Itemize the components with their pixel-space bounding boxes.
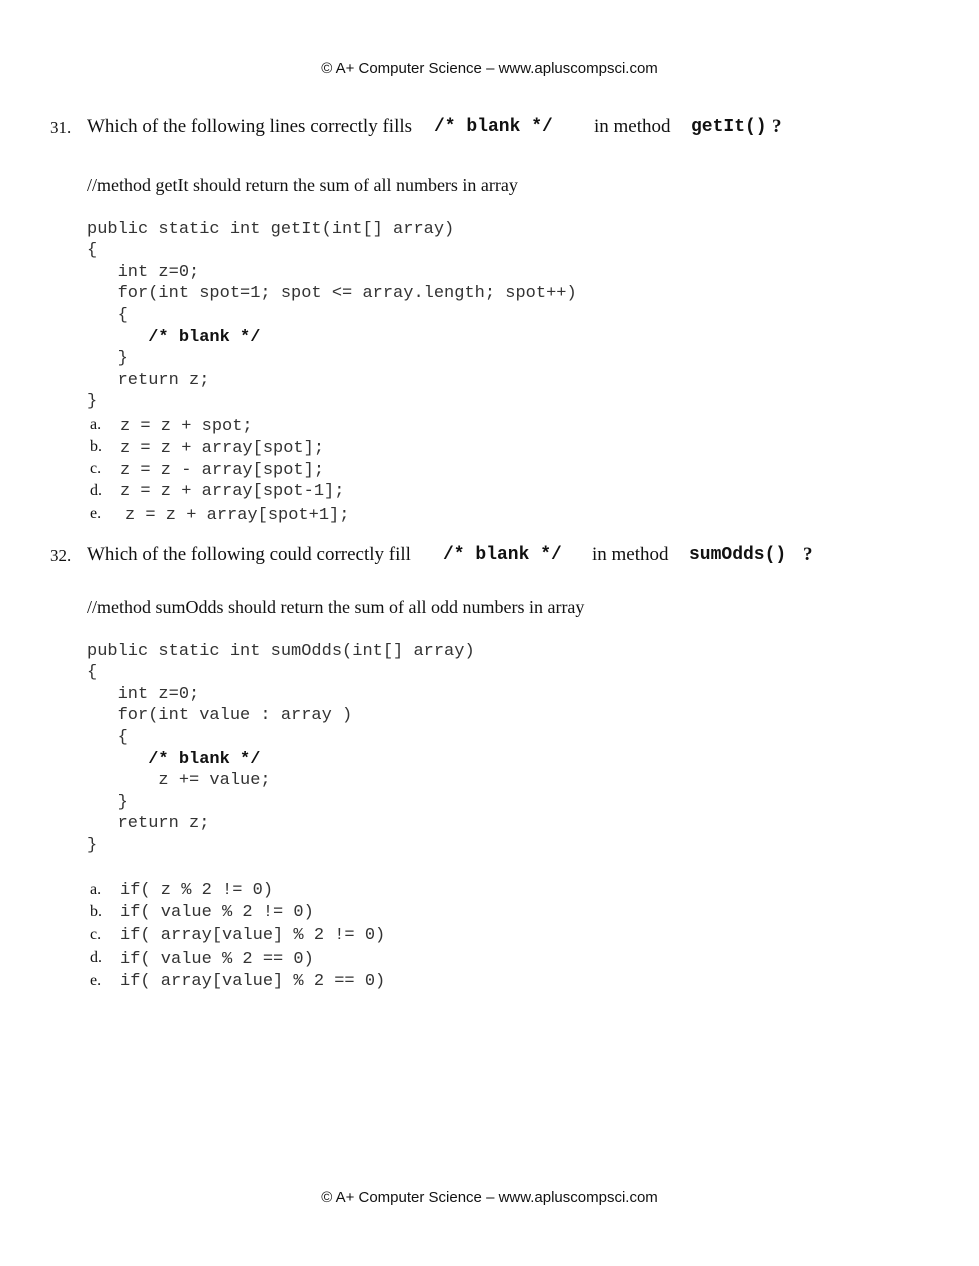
code-line: { [87, 663, 98, 683]
option-a[interactable]: if( z % 2 != 0) [120, 881, 274, 900]
option-a[interactable]: z = z + spot; [120, 417, 253, 436]
method-name: getIt() [691, 117, 767, 137]
option-letter: c. [90, 926, 102, 943]
code-line: return z; [87, 370, 210, 390]
page-footer: © A+ Computer Science – www.apluscompsci.com [321, 1189, 658, 1206]
option-letter: e. [90, 505, 102, 522]
code-line: int z=0; [87, 262, 200, 282]
code-line: int z=0; [87, 684, 200, 704]
code-line: } [87, 349, 128, 369]
code-line: public static int sumOdds(int[] array) [87, 641, 475, 661]
option-e[interactable]: z = z + array[spot+1]; [125, 506, 350, 525]
in-method-label: in method [592, 544, 669, 565]
option-c[interactable]: if( array[value] % 2 != 0) [120, 926, 386, 945]
question-number: 31. [50, 118, 72, 137]
option-letter: b. [90, 438, 102, 455]
question-number: 32. [50, 546, 72, 565]
code-line: for(int value : array ) [87, 706, 353, 726]
option-d[interactable]: z = z + array[spot-1]; [120, 482, 345, 501]
code-block [87, 619, 475, 878]
code-line: } [87, 835, 98, 855]
code-line: public static int getIt(int[] array) [87, 219, 455, 239]
code-line: { [87, 727, 128, 747]
blank-marker: /* blank */ [434, 117, 553, 137]
method-name: sumOdds() [689, 545, 787, 565]
question-text: Which of the following could correctly fill [87, 544, 411, 565]
code-line: { [87, 241, 98, 261]
blank-marker: /* blank */ [443, 545, 562, 565]
option-letter: a. [90, 416, 102, 433]
in-method-label: in method [594, 116, 671, 137]
option-b[interactable]: z = z + array[spot]; [120, 439, 325, 458]
option-letter: b. [90, 903, 102, 920]
option-e[interactable]: if( array[value] % 2 == 0) [120, 972, 386, 991]
option-letter: d. [90, 949, 102, 966]
option-d[interactable]: if( value % 2 == 0) [120, 950, 314, 969]
option-b[interactable]: if( value % 2 != 0) [120, 903, 314, 922]
code-block [87, 197, 577, 435]
option-letter: a. [90, 881, 102, 898]
code-line: for(int spot=1; spot <= array.length; spot++) [87, 284, 577, 304]
code-line-blank: /* blank */ [87, 327, 261, 347]
question-mark: ? [772, 116, 782, 137]
option-letter: e. [90, 972, 102, 989]
page-header: © A+ Computer Science – www.apluscompsci.com [321, 60, 658, 77]
question-mark: ? [803, 544, 813, 565]
question-text: Which of the following lines correctly fills [87, 116, 413, 137]
code-line: } [87, 392, 98, 412]
code-line: z += value; [87, 771, 271, 791]
option-letter: c. [90, 460, 102, 477]
code-line: { [87, 305, 128, 325]
code-line: return z; [87, 814, 210, 834]
code-comment: //method sumOdds should return the sum of all odd numbers in array [87, 597, 585, 617]
code-comment: //method getIt should return the sum of all numbers in array [87, 175, 518, 195]
option-c[interactable]: z = z - array[spot]; [120, 461, 325, 480]
code-line-blank: /* blank */ [87, 749, 261, 769]
code-line: } [87, 792, 128, 812]
option-letter: d. [90, 482, 102, 499]
